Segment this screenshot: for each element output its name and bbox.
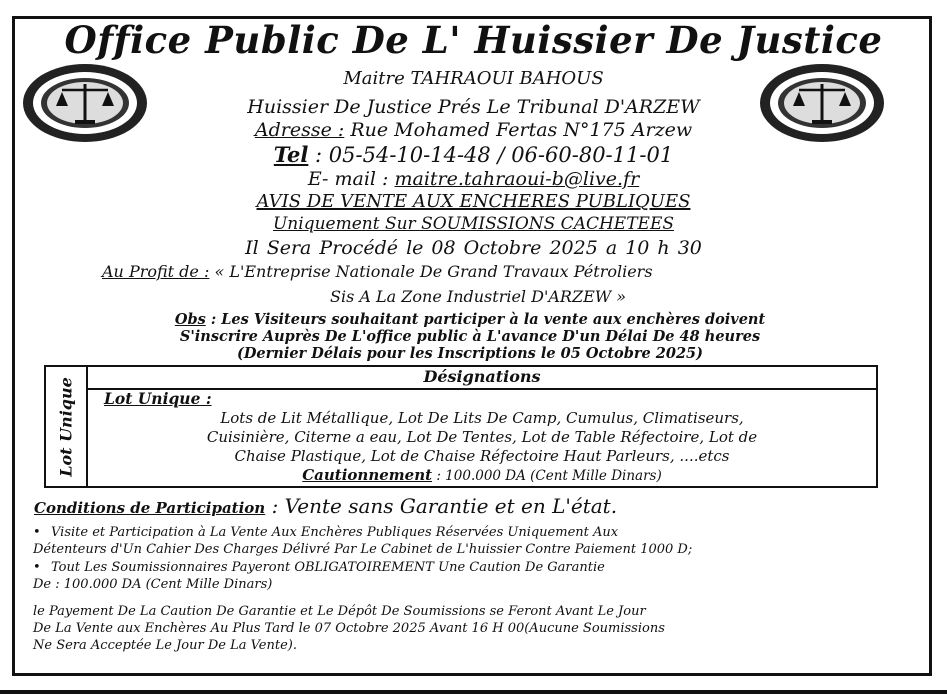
obs-line: (Dernier Délais pour les Inscriptions le 05 Octobre 2025)	[236, 345, 703, 362]
lot-items-line: Cuisinière, Citerne a eau, Lot De Tentes, Lot de Table Réfectoire, Lot de	[206, 428, 758, 446]
conditions-line	[34, 494, 617, 518]
bullet-icon: •	[33, 525, 41, 540]
address-value: Rue Mohamed Fertas N°175 Arzew	[350, 119, 693, 141]
address-line	[0, 119, 947, 141]
condition-text: Détenteurs d'Un Cahier Des Charges Délivré Par Le Cabinet de L'huissier Contre Paiement 1000 D;	[33, 542, 693, 557]
lot-title: Lot Unique :	[104, 389, 212, 408]
caution-value: : 100.000 DA (Cent Mille Dinars)	[436, 468, 662, 484]
phone-label: Tel	[273, 142, 309, 167]
address-label: Adresse :	[254, 119, 345, 141]
designations-header: Désignations	[88, 367, 876, 390]
office-title: Office Public De L' Huissier De Justice	[64, 18, 883, 62]
condition-text: De La Vente aux Enchères Au Plus Tard le 07 Octobre 2025 Avant 16 H 00(Aucune Soumissions	[33, 621, 665, 636]
bullet-icon: •	[33, 560, 41, 575]
condition-text: Ne Sera Acceptée Le Jour De La Vente).	[33, 638, 297, 653]
obs-line: S'inscrire Auprès De L'office public à L'avance D'un Délai De 48 heures	[179, 328, 761, 345]
condition-paragraph	[33, 603, 923, 654]
condition-text: le Payement De La Caution De Garantie et Le Dépôt De Soumissions se Feront Avant Le Jour	[33, 604, 646, 619]
phone-value: : 05-54-10-14-48 / 06-60-80-11-01	[315, 143, 674, 167]
lot-side-label: Lot Unique	[56, 376, 76, 477]
notice-heading: AVIS DE VENTE AUX ENCHERES PUBLIQUES	[256, 191, 691, 212]
lot-items-line: Lots de Lit Métallique, Lot De Lits De Camp, Cumulus, Climatiseurs,	[220, 409, 744, 427]
beneficiary-value: « L'Entreprise Nationale De Grand Travaux Pétroliers	[214, 262, 653, 281]
condition-text: Visite et Participation à La Vente Aux Enchères Publiques Réservées Uniquement Aux	[51, 525, 619, 540]
bottom-rule	[0, 690, 947, 694]
maitre-name: Maitre TAHRAOUI BAHOUS	[343, 68, 604, 89]
beneficiary-line	[102, 262, 653, 281]
conditions-value: : Vente sans Garantie et en L'état.	[271, 494, 618, 518]
email-line	[0, 168, 947, 190]
obs-label: Obs	[174, 311, 206, 328]
beneficiary-location: Sis A La Zone Industriel D'ARZEW »	[330, 287, 627, 306]
email-label: E- mail :	[307, 168, 389, 190]
lot-items	[96, 409, 868, 486]
condition-paragraph	[33, 559, 923, 593]
obs-line: : Les Visiteurs souhaitant participer à la vente aux enchères doivent	[210, 311, 766, 328]
lot-items-line: Chaise Plastique, Lot de Chaise Réfectoire Haut Parleurs, ....etcs	[234, 447, 730, 465]
conditions-label: Conditions de Participation	[34, 499, 266, 517]
huissier-role: Huissier De Justice Prés Le Tribunal D'ARZEW	[247, 96, 700, 118]
phone-line	[0, 142, 947, 167]
observation-block	[80, 311, 860, 362]
lot-side-column	[46, 367, 88, 486]
caution-label: Cautionnement	[302, 466, 433, 484]
notice-subheading: Uniquement Sur SOUMISSIONS CACHETEES	[272, 214, 675, 234]
condition-text: De : 100.000 DA (Cent Mille Dinars)	[33, 577, 273, 592]
lot-table	[44, 365, 878, 488]
sale-date: Il Sera Procédé le 08 Octobre 2025 a 10 h 30	[245, 237, 702, 259]
caution-line	[96, 466, 868, 486]
condition-paragraph	[33, 524, 923, 558]
email-link[interactable]: maitre.tahraoui-b@live.fr	[394, 168, 640, 190]
beneficiary-label: Au Profit de :	[102, 262, 210, 281]
condition-text: Tout Les Soumissionnaires Payeront OBLIGATOIREMENT Une Caution De Garantie	[51, 560, 605, 575]
